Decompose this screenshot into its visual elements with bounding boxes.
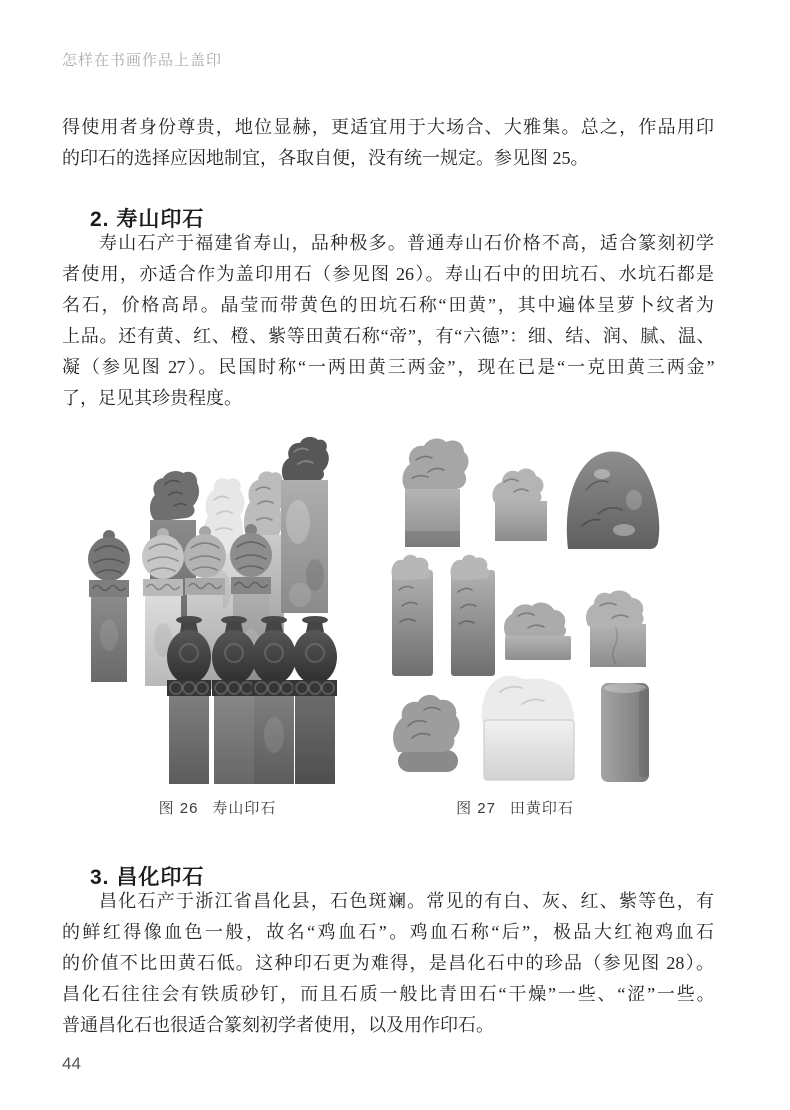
page-number: 44 — [62, 1054, 81, 1073]
text-line: 凝（参见图 27）。民国时称“一两田黄三两金”，现在已是“一克田黄三两金” — [62, 357, 714, 377]
text-line: 名石，价格高昂。晶莹而带黄色的田坑石称“田黄”，其中遍体呈萝卜纹者为 — [62, 295, 714, 315]
shoushan-paragraph — [62, 228, 714, 414]
text-line: 的印石的选择应因地制宜，各取自便，没有统一规定。参见图 25。 — [62, 148, 589, 168]
figure-26-caption-title: 寿山印石 — [212, 800, 277, 817]
text-line: 昌化石往往会有铁质砂钉，而且石质一般比青田石“干燥”一些、“涩”一些。 — [62, 984, 714, 1004]
fig27-row-3 — [393, 676, 649, 782]
text-line: 得使用者身份尊贵，地位显赫，更适宜用于大场合、大雅集。总之，作品用印 — [62, 117, 714, 137]
text-line: 的价值不比田黄石低。这种印石更为难得，是昌化石中的珍品（参见图 28）。 — [62, 953, 714, 973]
text-line: 普通昌化石也很适合篆刻初学者使用，以及用作印石。 — [62, 1015, 494, 1035]
section-heading-shoushan: 2. 寿山印石 — [90, 208, 205, 231]
text-line: 者使用，亦适合作为盖印用石（参见图 26）。寿山石中的田坑石、水坑石都是 — [62, 264, 714, 284]
text-line: 上品。还有黄、红、橙、紫等田黄石称“帝”，有“六德”：细、结、润、腻、温、 — [62, 326, 714, 346]
figure-27-image — [372, 430, 722, 790]
figure-26-caption — [80, 797, 355, 818]
fig27-row-1 — [403, 439, 660, 549]
running-header: 怎样在书画作品上盖印 — [62, 52, 223, 69]
figure-27-caption-title: 田黄印石 — [509, 800, 574, 817]
figure-26-image — [70, 430, 345, 788]
figure-26-caption-label: 图 26 — [158, 800, 199, 817]
figure-26 — [70, 430, 345, 790]
figure-27-caption-label: 图 27 — [456, 800, 496, 817]
text-line: 寿山石产于福建省寿山，品种极多。普通寿山石价格不高，适合篆刻初学 — [99, 233, 714, 253]
fig27-row-2 — [392, 555, 646, 676]
text-line: 了，足见其珍贵程度。 — [62, 388, 242, 408]
text-line: 的鲜红得像血色一般，故名“鸡血石”。鸡血石称“后”，极品大红袍鸡血石 — [62, 922, 714, 942]
figure-27 — [372, 430, 722, 790]
text-line: 昌化石产于浙江省昌化县，石色斑斓。常见的有白、灰、红、紫等色，有 — [99, 891, 714, 911]
intro-paragraph — [62, 112, 714, 174]
figure-27-caption — [377, 797, 653, 818]
changhua-paragraph — [62, 886, 714, 1041]
section-heading-changhua: 3. 昌化印石 — [90, 866, 205, 889]
